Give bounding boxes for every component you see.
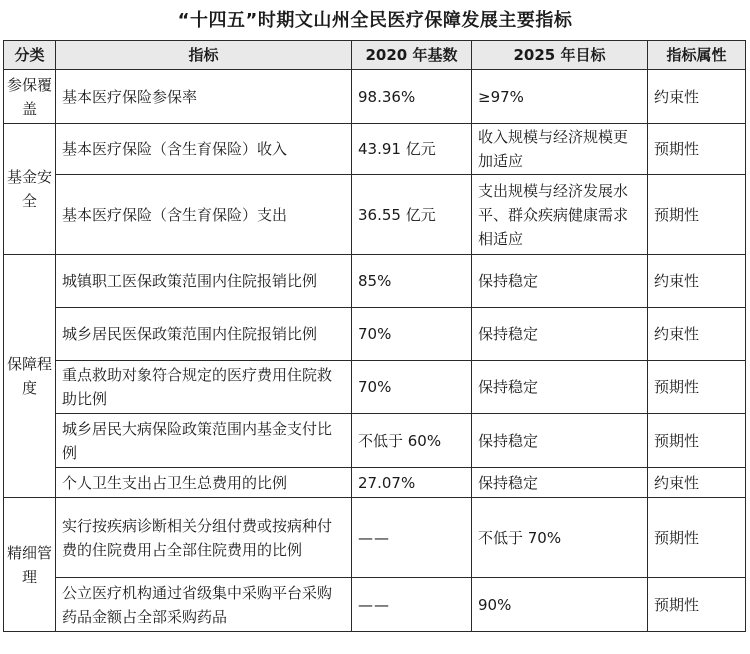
- indicator-cell: 城乡居民医保政策范围内住院报销比例: [56, 308, 352, 361]
- target-cell: 支出规模与经济发展水平、群众疾病健康需求相适应: [472, 175, 648, 255]
- attribute-cell: 预期性: [648, 124, 746, 175]
- base-cell: 36.55 亿元: [352, 175, 472, 255]
- indicator-cell: 实行按疾病诊断相关分组付费或按病种付费的住院费用占全部住院费用的比例: [56, 498, 352, 578]
- indicator-cell: 公立医疗机构通过省级集中采购平台采购药品金额占全部采购药品: [56, 578, 352, 632]
- header-attribute: 指标属性: [648, 41, 746, 70]
- table-row: [4, 361, 746, 414]
- target-cell: 保持稳定: [472, 414, 648, 468]
- table-row: [4, 255, 746, 308]
- indicator-cell: 城镇职工医保政策范围内住院报销比例: [56, 255, 352, 308]
- base-cell: 43.91 亿元: [352, 124, 472, 175]
- base-cell: 不低于 60%: [352, 414, 472, 468]
- table-row: [4, 308, 746, 361]
- table-row: [4, 498, 746, 578]
- target-cell: ≥97%: [472, 70, 648, 124]
- header-target-2025: 2025 年目标: [472, 41, 648, 70]
- base-cell: 70%: [352, 361, 472, 414]
- indicator-table: [3, 40, 746, 632]
- table-row: [4, 414, 746, 468]
- base-cell: ——: [352, 498, 472, 578]
- indicator-cell: 重点救助对象符合规定的医疗费用住院救助比例: [56, 361, 352, 414]
- category-cell: 保障程度: [4, 255, 56, 498]
- header-category: 分类: [4, 41, 56, 70]
- attribute-cell: 约束性: [648, 308, 746, 361]
- attribute-cell: 预期性: [648, 578, 746, 632]
- base-cell: ——: [352, 578, 472, 632]
- target-cell: 90%: [472, 578, 648, 632]
- category-cell: 参保覆盖: [4, 70, 56, 124]
- base-cell: 27.07%: [352, 468, 472, 498]
- page-title: “十四五”时期文山州全民医疗保障发展主要指标: [177, 10, 573, 31]
- table-header-row: [4, 41, 746, 70]
- table-row: [4, 124, 746, 175]
- category-cell: 基金安全: [4, 124, 56, 255]
- attribute-cell: 预期性: [648, 414, 746, 468]
- base-cell: 70%: [352, 308, 472, 361]
- header-base-2020: 2020 年基数: [352, 41, 472, 70]
- attribute-cell: 约束性: [648, 468, 746, 498]
- attribute-cell: 预期性: [648, 361, 746, 414]
- table-row: [4, 175, 746, 255]
- header-indicator: 指标: [56, 41, 352, 70]
- target-cell: 不低于 70%: [472, 498, 648, 578]
- base-cell: 85%: [352, 255, 472, 308]
- attribute-cell: 约束性: [648, 255, 746, 308]
- attribute-cell: 预期性: [648, 175, 746, 255]
- attribute-cell: 预期性: [648, 498, 746, 578]
- target-cell: 保持稳定: [472, 255, 648, 308]
- table-row: [4, 578, 746, 632]
- target-cell: 保持稳定: [472, 361, 648, 414]
- indicator-cell: 个人卫生支出占卫生总费用的比例: [56, 468, 352, 498]
- category-cell: 精细管理: [4, 498, 56, 632]
- indicator-cell: 基本医疗保险（含生育保险）支出: [56, 175, 352, 255]
- indicator-cell: 基本医疗保险参保率: [56, 70, 352, 124]
- table-row: [4, 468, 746, 498]
- base-cell: 98.36%: [352, 70, 472, 124]
- attribute-cell: 约束性: [648, 70, 746, 124]
- target-cell: 收入规模与经济规模更加适应: [472, 124, 648, 175]
- target-cell: 保持稳定: [472, 308, 648, 361]
- indicator-cell: 城乡居民大病保险政策范围内基金支付比例: [56, 414, 352, 468]
- indicator-cell: 基本医疗保险（含生育保险）收入: [56, 124, 352, 175]
- target-cell: 保持稳定: [472, 468, 648, 498]
- table-row: [4, 70, 746, 124]
